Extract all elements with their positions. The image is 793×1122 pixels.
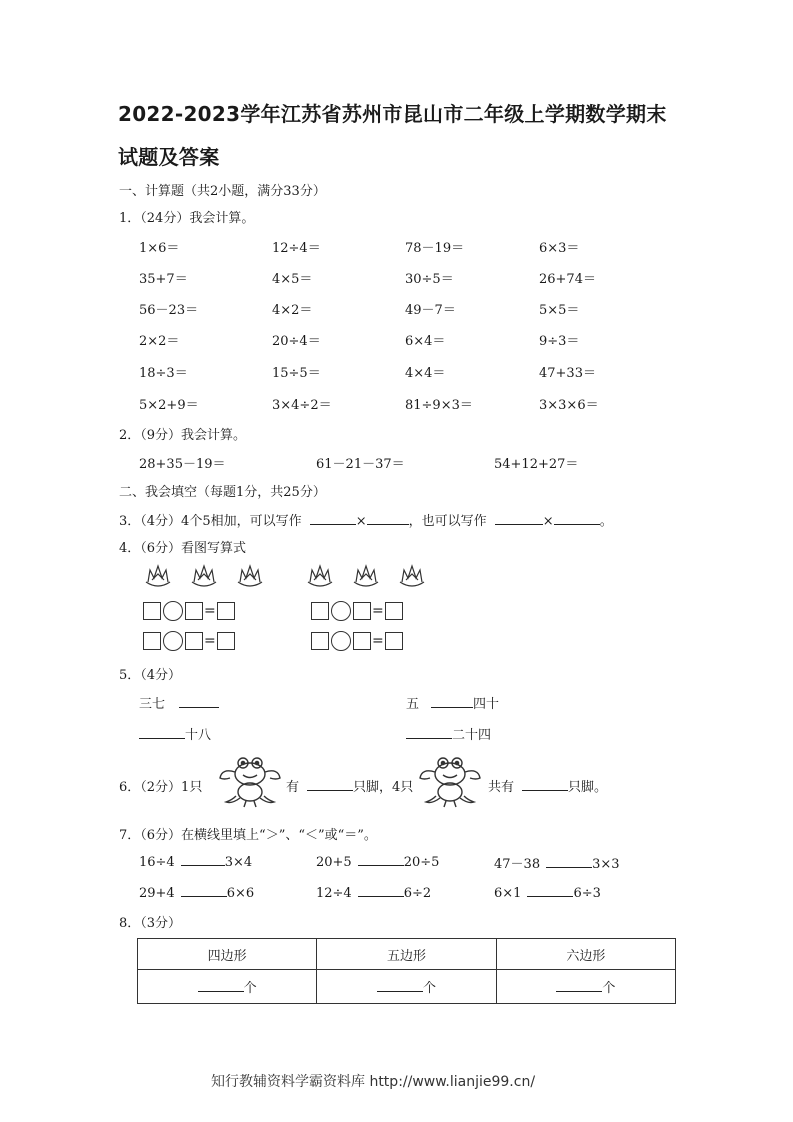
answer-box[interactable] (353, 602, 371, 620)
answer-box[interactable] (185, 602, 203, 620)
q1-item: 12÷4＝ (272, 241, 321, 256)
q6-end: 只脚。 (568, 780, 608, 795)
q3-blank-3[interactable] (495, 512, 543, 525)
q6-gong-you: 共有 (488, 780, 515, 795)
q3-times-1: × (355, 514, 367, 529)
q1-item: 18÷3＝ (139, 366, 188, 381)
equals-sign: = (372, 602, 384, 619)
q1-item: 6×4＝ (405, 334, 446, 349)
q5-c (139, 724, 211, 743)
frog-icon (216, 750, 284, 808)
answer-box[interactable] (185, 632, 203, 650)
frog-icon (416, 750, 484, 808)
q1-item: 81÷9×3＝ (405, 398, 473, 413)
q7-item (316, 853, 439, 870)
q6-zhi-jiao: 只脚，4只 (353, 780, 414, 795)
q7-blank[interactable] (181, 853, 225, 866)
q6-text-3 (488, 776, 607, 795)
q3-blank-2[interactable] (367, 512, 409, 525)
q3-blank-1[interactable] (310, 512, 356, 525)
q1-item: 2×2＝ (139, 334, 180, 349)
section-1-heading: 一、计算题（共2小题，满分33分） (119, 184, 326, 199)
q7-left: 12÷4 (316, 886, 352, 901)
lotus-icon (140, 560, 290, 590)
q7-right: 6÷2 (403, 886, 432, 901)
operator-circle[interactable] (331, 631, 351, 651)
answer-box[interactable] (385, 602, 403, 620)
q1-item: 4×4＝ (405, 366, 446, 381)
lotus-group-right (304, 560, 454, 590)
q1-item: 9÷3＝ (539, 334, 580, 349)
footer-watermark: 知行教辅资料学霸资料库 http://www.lianjie99.cn/ (211, 1074, 536, 1090)
q2-label: 2．（9分）我会计算。 (119, 428, 247, 443)
title-line-1: 2022-2023学年江苏省苏州市昆山市二年级上学期数学期末 (118, 102, 667, 126)
q5-c-post: 十八 (185, 728, 212, 743)
q1-item: 56－23＝ (139, 303, 199, 318)
q7-left: 47－38 (494, 857, 541, 872)
answer-box[interactable] (311, 632, 329, 650)
q8-header: 六边形 (496, 939, 675, 970)
q8-blank[interactable] (377, 979, 423, 992)
q8-cell (496, 970, 675, 1004)
q4-label: 4．（6分）看图写算式 (119, 541, 247, 556)
q7-blank[interactable] (546, 855, 592, 868)
q2-item: 54+12+27＝ (494, 457, 579, 472)
q8-unit: 个 (602, 981, 616, 996)
q1-item: 35+7＝ (139, 272, 188, 287)
q7-right: 6×6 (226, 886, 255, 901)
q7-blank[interactable] (181, 884, 227, 897)
q5-b (406, 693, 499, 712)
q1-item: 6×3＝ (539, 241, 580, 256)
q4-equation-row (143, 600, 235, 621)
q5-b-post: 四十 (473, 697, 500, 712)
q1-item: 3×3×6＝ (539, 398, 599, 413)
q8-header: 四边形 (138, 939, 317, 970)
q8-label: 8．（3分） (119, 916, 182, 931)
q1-item: 4×2＝ (272, 303, 313, 318)
q1-item: 20÷4＝ (272, 334, 321, 349)
q7-left: 29+4 (139, 886, 175, 901)
q7-item (494, 884, 601, 901)
q7-left: 6×1 (494, 886, 522, 901)
answer-box[interactable] (217, 602, 235, 620)
equals-sign: = (204, 632, 216, 649)
q1-item: 30÷5＝ (405, 272, 454, 287)
lotus-group-left (140, 560, 290, 590)
q5-a-text: 三七 (139, 697, 166, 712)
q5-a (139, 693, 219, 712)
q8-header: 五边形 (317, 939, 496, 970)
q7-item (494, 853, 620, 872)
answer-box[interactable] (311, 602, 329, 620)
q5-label: 5．（4分） (119, 668, 182, 683)
q1-item: 5×5＝ (539, 303, 580, 318)
q5-blank[interactable] (139, 726, 185, 739)
q8-cell (317, 970, 496, 1004)
q4-equation-row (311, 630, 403, 651)
q1-item: 3×4÷2＝ (272, 398, 332, 413)
q4-equation-row (311, 600, 403, 621)
frog-illustration-1 (216, 750, 284, 808)
q1-item: 4×5＝ (272, 272, 313, 287)
q8-blank[interactable] (556, 979, 602, 992)
q6-you: 有 (286, 780, 300, 795)
q3 (119, 510, 613, 529)
section-2-heading: 二、我会填空（每题1分，共25分） (119, 485, 326, 500)
operator-circle[interactable] (163, 631, 183, 651)
q7-item (316, 884, 431, 901)
answer-box[interactable] (143, 602, 161, 620)
q2-item: 61－21－37＝ (316, 457, 405, 472)
q5-blank[interactable] (431, 695, 473, 708)
q4-equation-row (143, 630, 235, 651)
q7-right: 20÷5 (403, 855, 440, 870)
q5-blank[interactable] (406, 726, 452, 739)
q3-text-1: 3．（4分）4个5相加，可以写作 (119, 514, 302, 529)
q8-cell (138, 970, 317, 1004)
answer-box[interactable] (143, 632, 161, 650)
q1-item: 47+33＝ (539, 366, 596, 381)
q6-text-1: 6．（2分）1只 (119, 780, 203, 795)
q7-right: 6÷3 (573, 886, 601, 901)
title-line-2: 试题及答案 (118, 145, 220, 169)
q7-blank[interactable] (358, 884, 404, 897)
q7-left: 20+5 (316, 855, 352, 870)
q1-item: 5×2+9＝ (139, 398, 199, 413)
answer-box[interactable] (217, 632, 235, 650)
equals-sign: = (204, 602, 216, 619)
q8-unit: 个 (243, 981, 257, 996)
lotus-icon (304, 560, 454, 590)
q7-blank[interactable] (527, 884, 573, 897)
equals-sign: = (372, 632, 384, 649)
q3-blank-4[interactable] (554, 512, 600, 525)
q6-text-2 (286, 776, 413, 795)
q7-blank[interactable] (358, 853, 404, 866)
q7-item (139, 884, 254, 901)
q1-item: 26+74＝ (539, 272, 596, 287)
operator-circle[interactable] (163, 601, 183, 621)
frog-illustration-2 (416, 750, 484, 808)
q5-d-post: 二十四 (452, 728, 492, 743)
q1-item: 78－19＝ (405, 241, 465, 256)
q1-item: 15÷5＝ (272, 366, 321, 381)
q1-label: 1．（24分）我会计算。 (119, 211, 255, 226)
q7-label: 7．（6分）在横线里填上“＞”、“＜”或“＝”。 (119, 828, 377, 843)
q5-d (406, 724, 491, 743)
q1-item: 49－7＝ (405, 303, 456, 318)
q2-item: 28+35－19＝ (139, 457, 226, 472)
q5-b-pre: 五 (406, 697, 420, 712)
q5-blank[interactable] (179, 695, 219, 708)
q3-end: 。 (599, 514, 613, 529)
q1-item: 1×6＝ (139, 241, 180, 256)
answer-box[interactable] (353, 632, 371, 650)
operator-circle[interactable] (331, 601, 351, 621)
answer-box[interactable] (385, 632, 403, 650)
q7-left: 16÷4 (139, 855, 175, 870)
q7-item (139, 853, 252, 870)
q8-blank[interactable] (198, 979, 244, 992)
q7-right: 3×3 (592, 857, 620, 872)
q6-blank-2[interactable] (522, 778, 568, 791)
q3-text-2: ，也可以写作 (408, 514, 487, 529)
q3-times-2: × (542, 514, 554, 529)
q7-right: 3×4 (224, 855, 253, 870)
q6-blank-1[interactable] (307, 778, 353, 791)
q8-unit: 个 (422, 981, 436, 996)
q8-table (137, 938, 676, 1004)
